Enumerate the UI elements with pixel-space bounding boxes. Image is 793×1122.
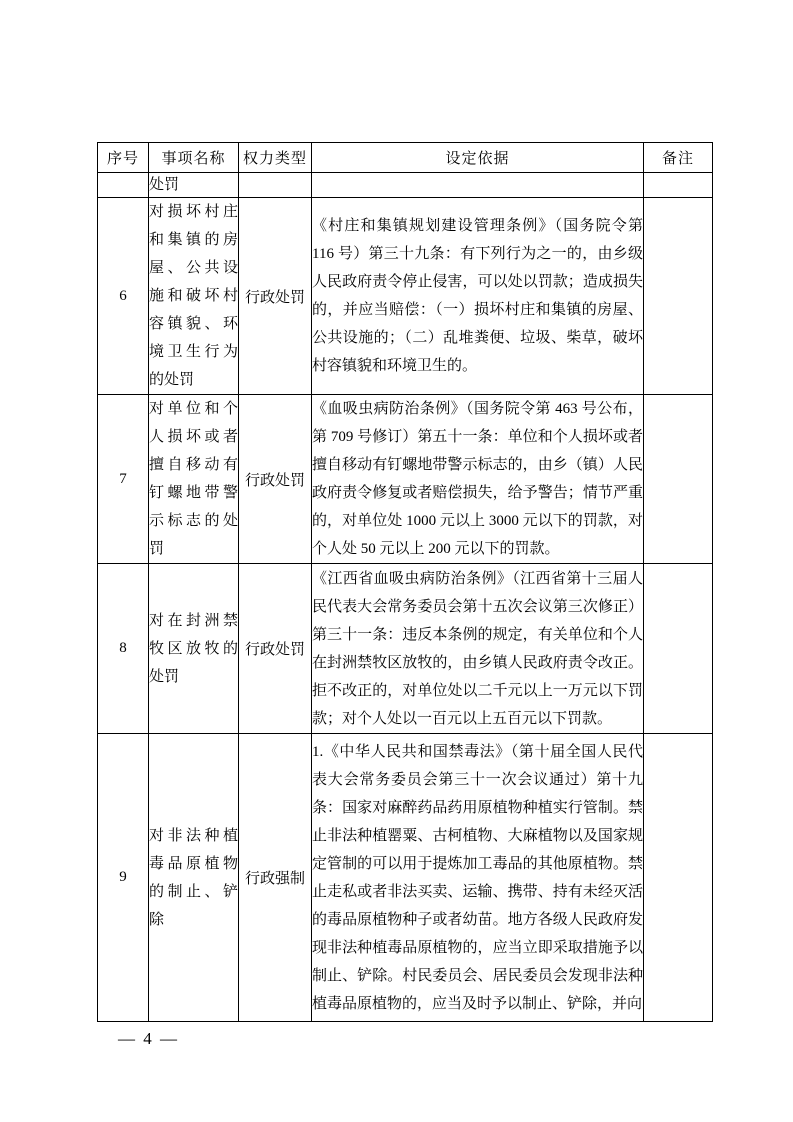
- cell-note: [644, 734, 713, 1022]
- cell-seq-number: 7: [98, 395, 149, 564]
- header-note: 备注: [644, 143, 713, 173]
- table-row: [98, 395, 713, 564]
- cell-power-type: 行政处罚: [239, 395, 312, 564]
- header-basis: 设定依据: [312, 143, 644, 173]
- cell-basis: 《血吸虫病防治条例》（国务院令第 463 号公布，第 709 号修订）第五十一条：单位和个人损坏或者擅自移动有钉螺地带警示标志的，由乡（镇）人民政府责令修复或者赔偿损失，给予警告；情节严重的，对单位处 1000 元以上 3000 元以下的罚款，对个人处 50 元以上 200 元以下的罚款。: [312, 395, 644, 564]
- power-items-table: [97, 142, 713, 1022]
- cell-item-name: 对在封洲禁牧区放牧的处罚: [149, 564, 239, 734]
- cell-item-name: 处罚: [149, 173, 239, 198]
- cell-power-type: 行政处罚: [239, 198, 312, 395]
- header-item-name: 事项名称: [149, 143, 239, 173]
- cell-seq-number: 6: [98, 198, 149, 395]
- cell-note: [644, 395, 713, 564]
- table-row: [98, 734, 713, 1022]
- cell-note: [644, 564, 713, 734]
- header-power-type: 权力类型: [239, 143, 312, 173]
- cell-seq-number: 9: [98, 734, 149, 1022]
- cell-basis: 《村庄和集镇规划建设管理条例》（国务院令第 116 号）第三十九条：有下列行为之一的，由乡级人民政府责令停止侵害，可以处以罚款；造成损失的，并应当赔偿：（一）损坏村庄和集镇的房屋、公共设施的；（二）乱堆粪便、垃圾、柴草，破坏村容镇貌和环境卫生的。: [312, 198, 644, 395]
- header-seq-number: 序号: [98, 143, 149, 173]
- cell-basis: 1.《中华人民共和国禁毒法》（第十届全国人民代表大会常务委员会第三十一次会议通过）第十九条：国家对麻醉药品药用原植物种植实行管制。禁止非法种植罂粟、古柯植物、大麻植物以及国家规定管制的可以用于提炼加工毒品的其他原植物。禁止走私或者非法买卖、运输、携带、持有未经灭活的毒品原植物种子或者幼苗。地方各级人民政府发现非法种植毒品原植物的，应当立即采取措施予以制止、铲除。村民委员会、居民委员会发现非法种植毒品原植物的，应当及时予以制止、铲除，并向: [312, 734, 644, 1022]
- table-row: [98, 173, 713, 198]
- cell-seq-number: 8: [98, 564, 149, 734]
- cell-power-type: 行政强制: [239, 734, 312, 1022]
- cell-note: [644, 173, 713, 198]
- cell-item-name: 对损坏村庄和集镇的房屋、公共设施和破坏村容镇貌、环境卫生行为的处罚: [149, 198, 239, 395]
- cell-power-type: [239, 173, 312, 198]
- cell-note: [644, 198, 713, 395]
- cell-basis: 《江西省血吸虫病防治条例》（江西省第十三届人民代表大会常务委员会第十五次会议第三次修正）第三十一条：违反本条例的规定，有关单位和个人在封洲禁牧区放牧的，由乡镇人民政府责令改正。拒不改正的，对单位处以二千元以上一万元以下罚款；对个人处以一百元以上五百元以下罚款。: [312, 564, 644, 734]
- table-header-row: [98, 143, 713, 173]
- cell-power-type: 行政处罚: [239, 564, 312, 734]
- table-row: [98, 564, 713, 734]
- table-row: [98, 198, 713, 395]
- cell-item-name: 对单位和个人损坏或者擅自移动有钉螺地带警示标志的处罚: [149, 395, 239, 564]
- cell-seq-number: [98, 173, 149, 198]
- page-number: — 4 —: [118, 1029, 179, 1048]
- cell-item-name: 对非法种植毒品原植物的制止、铲除: [149, 734, 239, 1022]
- cell-basis: [312, 173, 644, 198]
